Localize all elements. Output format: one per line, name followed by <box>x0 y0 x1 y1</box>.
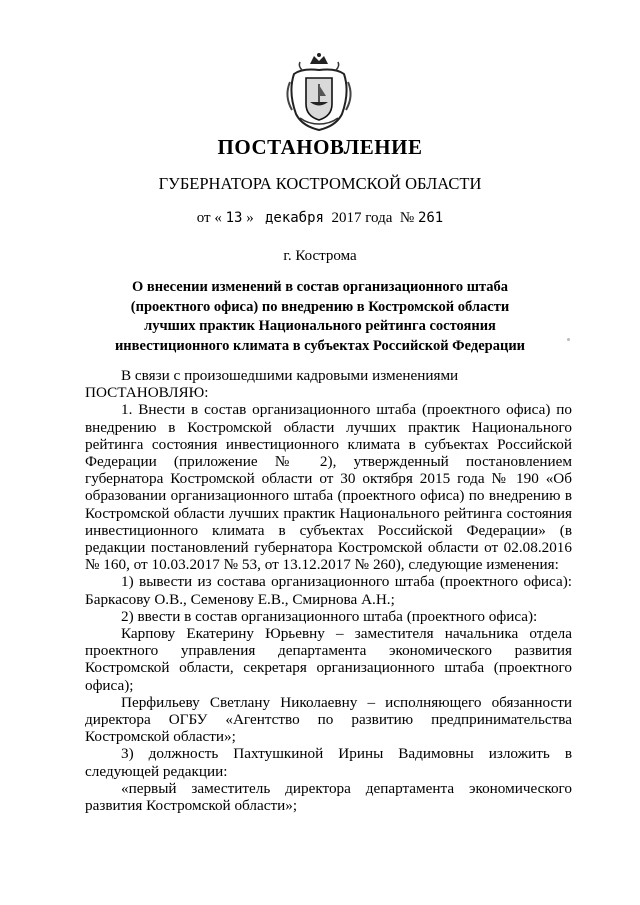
body-paragraph: Карпову Екатерину Юрьевну – заместителя начальника отдела проектного управления департамента экономического развития Костромской области, секретаря организационного штаба (проектного офиса); <box>85 625 572 694</box>
heading-line: лучших практик Национального рейтинга состояния <box>144 318 496 334</box>
date-day: 13 <box>225 210 243 226</box>
number-sign: № <box>399 210 415 226</box>
body-paragraph: В связи с произошедшими кадровыми изменениями <box>121 367 459 384</box>
heading-line: инвестиционного климата в субъектах Российской Федерации <box>114 337 526 354</box>
document-body <box>85 367 572 814</box>
heading-line: О внесении изменений в состав организационного штаба <box>131 279 509 295</box>
body-paragraph: Перфильеву Светлану Николаевну – исполняющего обязанности директора ОГБУ «Агентство по развитию предпринимательства Костромской области»; <box>85 693 572 746</box>
document-heading <box>80 278 560 356</box>
document-number: 261 <box>417 210 444 226</box>
city-line: г. Кострома <box>283 248 357 264</box>
resolution-word: ПОСТАНОВЛЯЮ: <box>85 384 209 402</box>
document-title: ПОСТАНОВЛЕНИЕ <box>217 135 423 159</box>
heading-line: (проектного офиса) по внедрению в Костромской области <box>130 298 510 315</box>
body-paragraph: 3) должность Пахтушкиной Ирины Вадимовны изложить в следующей редакции: <box>85 745 572 780</box>
body-paragraph: 1) вывести из состава организационного штаба (проектного офиса): Баркасову О.В., Семенову Е.В., Смирнова А.Н.; <box>85 573 572 608</box>
date-prefix: от « <box>196 210 222 226</box>
date-month: декабря <box>264 210 324 226</box>
body-paragraph: «первый заместитель директора департамента экономического развития Костромской области»; <box>85 779 572 815</box>
issuer-line: ГУБЕРНАТОРА КОСТРОМСКОЙ ОБЛАСТИ <box>158 174 482 193</box>
date-number-line <box>0 210 640 227</box>
body-paragraph: 1. Внести в состав организационного штаба (проектного офиса) по внедрению в Костромской области лучших практик Национального рейтинга состояния инвестиционного климата в субъектах Российской Федерации (приложение № 2), утвержденный постановлением губернатора Костромской области от 30 октября 2015 года № 190 «Об образовании организационного штаба (проектного офиса) по внедрению в Костромской области лучших практик Национального рейтинга состояния инвестиционного климата в субъектах Российской Федерации» (в редакции постановлений губернатора Костромской области от 02.08.2016 № 160, от 10.03.2017 № 53, от 13.12.2017 № 260), следующие изменения: <box>85 401 572 574</box>
date-year: 2017 года <box>331 210 393 226</box>
date-close: » <box>246 210 254 226</box>
scan-speck <box>567 338 570 341</box>
body-paragraph: 2) ввести в состав организационного штаба (проектного офиса): <box>121 607 538 625</box>
coat-of-arms-emblem <box>280 52 358 132</box>
